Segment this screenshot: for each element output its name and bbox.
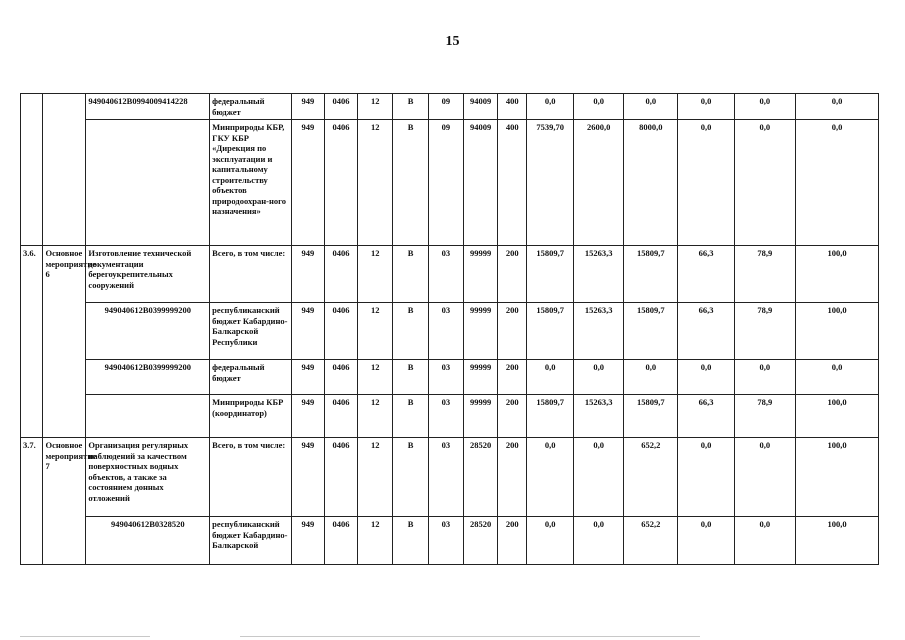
percent-cell-1: 66,3 — [678, 395, 734, 438]
activity-type-cell: Основное мероприятие 7 — [43, 438, 86, 565]
funding-source-cell: Всего, в том числе: — [210, 246, 292, 303]
direction-cell: 28520 — [463, 517, 498, 565]
vr-cell: 200 — [498, 395, 527, 438]
om-cell: 09 — [428, 94, 463, 120]
value-cell-1: 0,0 — [527, 360, 574, 395]
funding-source-cell: республиканский бюджет Кабардино-Балкарской Республики — [210, 303, 292, 360]
scan-artifact-line — [240, 636, 700, 637]
rzpr-cell: 0406 — [324, 303, 358, 360]
vr-cell: 200 — [498, 438, 527, 517]
vr-cell: 200 — [498, 246, 527, 303]
percent-cell-1: 0,0 — [678, 94, 734, 120]
rzpr-cell: 0406 — [324, 94, 358, 120]
vr-cell: 400 — [498, 120, 527, 246]
percent-cell-2: 0,0 — [734, 94, 795, 120]
om-cell: 09 — [428, 120, 463, 246]
percent-cell-3: 0,0 — [796, 94, 879, 120]
direction-cell: 99999 — [463, 303, 498, 360]
value-cell-1: 7539,70 — [527, 120, 574, 246]
vr-cell: 200 — [498, 517, 527, 565]
gp-cell: 12 — [358, 438, 393, 517]
activity-name-cell: Организация регулярных наблюдений за качеством поверхностных водных объектов, а также за состоянием донных отложений — [86, 438, 210, 517]
row-number-cell — [21, 94, 43, 246]
activity-name-cell: Изготовление технической документации берегоукрепительных сооружений — [86, 246, 210, 303]
row-number-cell: 3.6. — [21, 246, 43, 438]
value-cell-3: 15809,7 — [624, 395, 678, 438]
vr-cell: 200 — [498, 360, 527, 395]
page-number: 15 — [445, 34, 460, 49]
value-cell-2: 0,0 — [574, 517, 624, 565]
table-row — [21, 517, 879, 565]
direction-cell: 94009 — [463, 94, 498, 120]
table-row — [21, 120, 879, 246]
value-cell-2: 15263,3 — [574, 303, 624, 360]
percent-cell-2: 78,9 — [734, 303, 795, 360]
value-cell-1: 0,0 — [527, 517, 574, 565]
value-cell-1: 0,0 — [527, 94, 574, 120]
percent-cell-2: 0,0 — [734, 360, 795, 395]
gp-cell: 12 — [358, 395, 393, 438]
percent-cell-2: 0,0 — [734, 517, 795, 565]
grbs-cell: 949 — [291, 438, 324, 517]
grbs-cell: 949 — [291, 303, 324, 360]
budget-code-cell: 949040612B0328520 — [86, 517, 210, 565]
budget-code-cell: 949040612B0399999200 — [86, 303, 210, 360]
budget-code-cell — [86, 120, 210, 246]
table-row — [21, 438, 879, 517]
value-cell-3: 0,0 — [624, 94, 678, 120]
funding-source-cell: федеральный бюджет — [210, 360, 292, 395]
pgp-cell: В — [393, 360, 429, 395]
percent-cell-1: 0,0 — [678, 360, 734, 395]
value-cell-2: 0,0 — [574, 360, 624, 395]
grbs-cell: 949 — [291, 94, 324, 120]
grbs-cell: 949 — [291, 360, 324, 395]
activity-type-cell — [43, 94, 86, 246]
percent-cell-1: 0,0 — [678, 438, 734, 517]
grbs-cell: 949 — [291, 395, 324, 438]
rzpr-cell: 0406 — [324, 438, 358, 517]
funding-source-cell: Всего, в том числе: — [210, 438, 292, 517]
percent-cell-2: 0,0 — [734, 438, 795, 517]
om-cell: 03 — [428, 360, 463, 395]
budget-table — [20, 93, 879, 565]
pgp-cell: В — [393, 246, 429, 303]
value-cell-3: 652,2 — [624, 438, 678, 517]
rzpr-cell: 0406 — [324, 120, 358, 246]
percent-cell-1: 0,0 — [678, 517, 734, 565]
pgp-cell: В — [393, 94, 429, 120]
percent-cell-3: 100,0 — [796, 303, 879, 360]
om-cell: 03 — [428, 246, 463, 303]
value-cell-1: 15809,7 — [527, 246, 574, 303]
rzpr-cell: 0406 — [324, 395, 358, 438]
value-cell-2: 0,0 — [574, 94, 624, 120]
funding-source-cell: Минприроды КБР (координатор) — [210, 395, 292, 438]
value-cell-1: 0,0 — [527, 438, 574, 517]
value-cell-1: 15809,7 — [527, 395, 574, 438]
vr-cell: 400 — [498, 94, 527, 120]
direction-cell: 99999 — [463, 246, 498, 303]
pgp-cell: В — [393, 438, 429, 517]
om-cell: 03 — [428, 517, 463, 565]
row-number-cell: 3.7. — [21, 438, 43, 565]
value-cell-3: 8000,0 — [624, 120, 678, 246]
table-row — [21, 94, 879, 120]
value-cell-3: 0,0 — [624, 360, 678, 395]
direction-cell: 94009 — [463, 120, 498, 246]
pgp-cell: В — [393, 303, 429, 360]
budget-code-cell: 949040612B0399999200 — [86, 360, 210, 395]
gp-cell: 12 — [358, 360, 393, 395]
value-cell-3: 652,2 — [624, 517, 678, 565]
percent-cell-2: 78,9 — [734, 395, 795, 438]
scan-artifact-line — [20, 636, 150, 637]
gp-cell: 12 — [358, 246, 393, 303]
rzpr-cell: 0406 — [324, 517, 358, 565]
percent-cell-1: 0,0 — [678, 120, 734, 246]
percent-cell-3: 100,0 — [796, 517, 879, 565]
percent-cell-3: 100,0 — [796, 246, 879, 303]
value-cell-3: 15809,7 — [624, 303, 678, 360]
table-row — [21, 395, 879, 438]
om-cell: 03 — [428, 438, 463, 517]
activity-type-cell: Основное мероприятие 6 — [43, 246, 86, 438]
direction-cell: 99999 — [463, 395, 498, 438]
rzpr-cell: 0406 — [324, 360, 358, 395]
table-row — [21, 246, 879, 303]
value-cell-2: 15263,3 — [574, 246, 624, 303]
table-row — [21, 360, 879, 395]
gp-cell: 12 — [358, 303, 393, 360]
table-row — [21, 303, 879, 360]
percent-cell-2: 78,9 — [734, 246, 795, 303]
pgp-cell: В — [393, 395, 429, 438]
gp-cell: 12 — [358, 94, 393, 120]
grbs-cell: 949 — [291, 120, 324, 246]
budget-code-cell: 949040612B0994009414228 — [86, 94, 210, 120]
grbs-cell: 949 — [291, 246, 324, 303]
value-cell-2: 0,0 — [574, 438, 624, 517]
direction-cell: 28520 — [463, 438, 498, 517]
percent-cell-3: 100,0 — [796, 438, 879, 517]
vr-cell: 200 — [498, 303, 527, 360]
grbs-cell: 949 — [291, 517, 324, 565]
om-cell: 03 — [428, 395, 463, 438]
funding-source-cell: Минприроды КБР, ГКУ КБР «Дирекция по эксплуатации и капитальному строительству объектов природоохран-ного назначения» — [210, 120, 292, 246]
budget-code-cell — [86, 395, 210, 438]
percent-cell-3: 0,0 — [796, 360, 879, 395]
percent-cell-1: 66,3 — [678, 246, 734, 303]
value-cell-2: 2600,0 — [574, 120, 624, 246]
value-cell-1: 15809,7 — [527, 303, 574, 360]
funding-source-cell: республиканский бюджет Кабардино-Балкарской — [210, 517, 292, 565]
percent-cell-1: 66,3 — [678, 303, 734, 360]
gp-cell: 12 — [358, 517, 393, 565]
value-cell-2: 15263,3 — [574, 395, 624, 438]
pgp-cell: В — [393, 517, 429, 565]
percent-cell-2: 0,0 — [734, 120, 795, 246]
percent-cell-3: 0,0 — [796, 120, 879, 246]
percent-cell-3: 100,0 — [796, 395, 879, 438]
rzpr-cell: 0406 — [324, 246, 358, 303]
pgp-cell: В — [393, 120, 429, 246]
funding-source-cell: федеральный бюджет — [210, 94, 292, 120]
value-cell-3: 15809,7 — [624, 246, 678, 303]
om-cell: 03 — [428, 303, 463, 360]
direction-cell: 99999 — [463, 360, 498, 395]
gp-cell: 12 — [358, 120, 393, 246]
